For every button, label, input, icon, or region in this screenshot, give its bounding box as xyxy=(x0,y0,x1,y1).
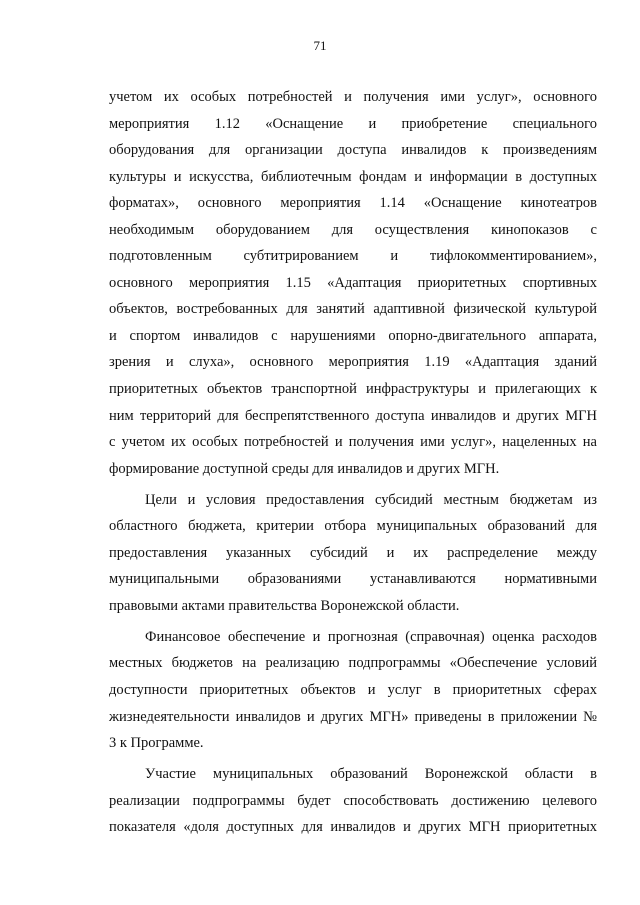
text-line: и спортом инвалидов с нарушениями опорно-двигательного аппарата, xyxy=(109,327,597,344)
text-line: объектов, востребованных для занятий адаптивной физической культурой xyxy=(109,301,597,318)
paragraph xyxy=(109,761,597,841)
text-line: оборудования для организации доступа инвалидов к произведениям xyxy=(109,142,597,159)
text-line: культуры и искусства, библиотечным фондам и информации в доступных xyxy=(109,168,597,185)
text-line: жизнедеятельности инвалидов и других МГН» приведены в приложении № xyxy=(109,708,597,725)
text-line: Цели и условия предоставления субсидий местным бюджетам из xyxy=(145,491,597,508)
text-line: доступности приоритетных объектов и услуг в приоритетных сферах xyxy=(109,682,597,699)
text-line: показателя «доля доступных для инвалидов и других МГН приоритетных xyxy=(109,819,597,836)
text-line: форматах», основного мероприятия 1.14 «Оснащение кинотеатров xyxy=(109,195,597,212)
text-line: предоставления указанных субсидий и их распределение между xyxy=(109,544,597,561)
text-line: основного мероприятия 1.15 «Адаптация приоритетных спортивных xyxy=(109,274,597,291)
text-line: с учетом их особых потребностей и получения ими услуг», нацеленных на xyxy=(109,434,597,451)
paragraph xyxy=(109,624,597,757)
text-line: Финансовое обеспечение и прогнозная (справочная) оценка расходов xyxy=(145,628,597,645)
text-line: зрения и слуха», основного мероприятия 1.19 «Адаптация зданий xyxy=(109,354,597,371)
text-line: ним территорий для беспрепятственного доступа инвалидов и других МГН xyxy=(109,407,597,424)
text-line: мероприятия 1.12 «Оснащение и приобретение специального xyxy=(109,115,597,132)
text-line: местных бюджетов на реализацию подпрограммы «Обеспечение условий xyxy=(109,655,597,672)
text-line: учетом их особых потребностей и получения ими услуг», основного xyxy=(109,89,597,105)
text-line: правовыми актами правительства Воронежской области. xyxy=(109,597,460,614)
text-line: 3 к Программе. xyxy=(109,735,204,752)
text-line: приоритетных объектов транспортной инфраструктуры и прилегающих к xyxy=(109,381,597,398)
text-line: муниципальными образованиями устанавливаются нормативными xyxy=(109,571,597,588)
document-body xyxy=(109,84,597,841)
text-line: областного бюджета, критерии отбора муниципальных образований для xyxy=(109,518,597,535)
text-line: Участие муниципальных образований Воронежской области в xyxy=(145,766,597,783)
text-line: реализации подпрограммы будет способствовать достижению целевого xyxy=(109,792,597,809)
paragraph xyxy=(109,487,597,620)
text-line: подготовленным субтитрированием и тифлокомментированием», xyxy=(109,248,597,265)
text-line: формирование доступной среды для инвалидов и других МГН. xyxy=(109,460,500,477)
text-line: необходимым оборудованием для осуществления кинопоказов с xyxy=(109,221,597,238)
paragraph xyxy=(109,84,597,482)
page-number: 71 xyxy=(313,38,327,53)
